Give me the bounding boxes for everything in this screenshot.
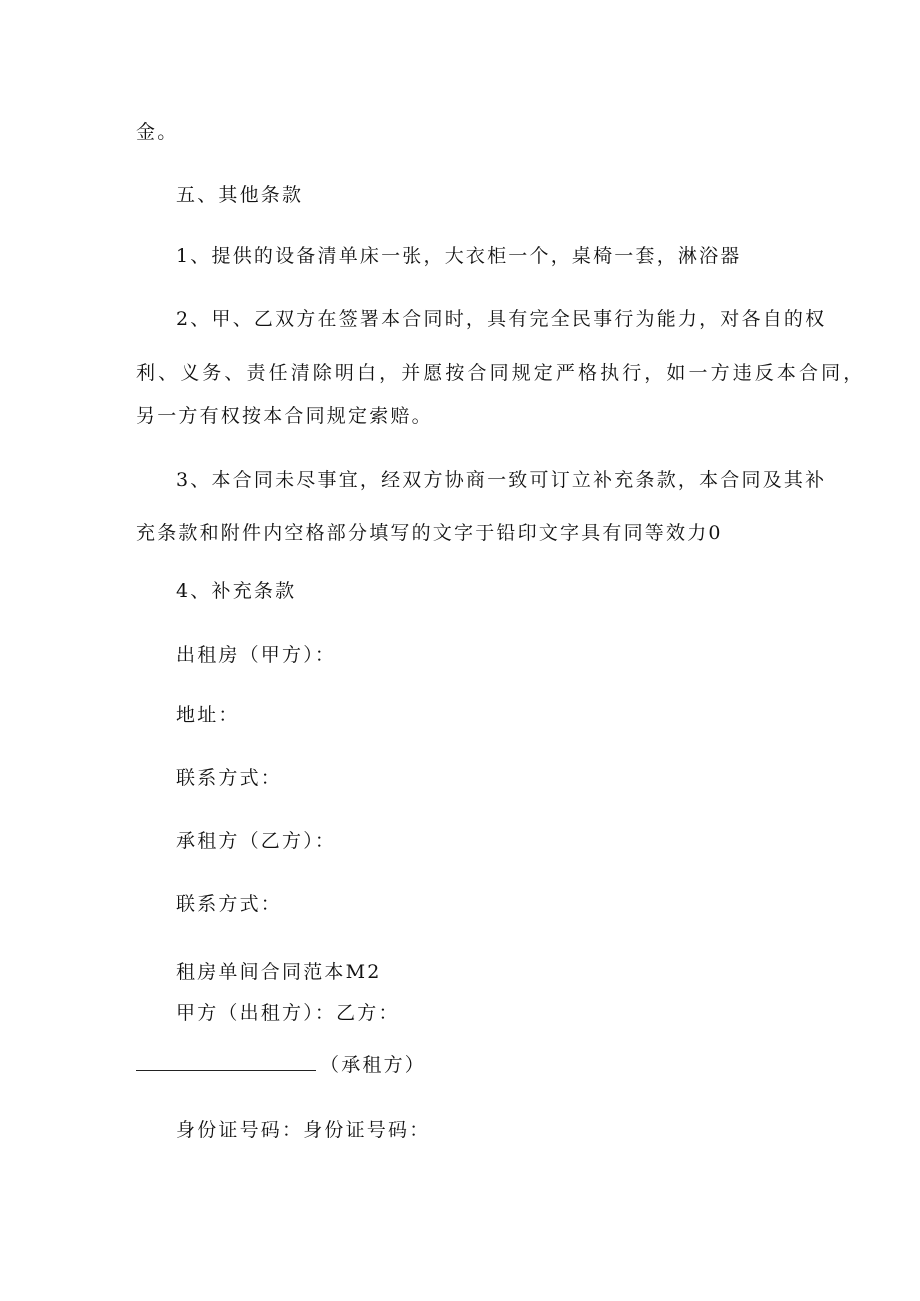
lessee-contact-label: 联系方式： xyxy=(176,893,283,915)
lessor-label: 出租房（甲方）： xyxy=(176,644,337,666)
clause-3-line-1: 3、本合同未尽事宜，经双方协商一致可订立补充条款，本合同及其补 xyxy=(176,469,827,491)
clause-1: 1、提供的设备清单床一张，大衣柜一个，桌椅一套，淋浴器 xyxy=(176,245,742,267)
clause-2-line-2: 利、义务、责任清除明白，并愿按合同规定严格执行，如一方违反本合同， xyxy=(136,362,866,384)
lessor-contact-label: 联系方式： xyxy=(176,767,283,789)
lessee-signature-line xyxy=(136,1052,426,1077)
lessee-label: 承租方（乙方）： xyxy=(176,830,337,852)
clause-4-heading: 4、补充条款 xyxy=(176,580,297,602)
id-number-labels: 身份证号码：身份证号码： xyxy=(176,1119,431,1141)
clause-2-line-1: 2、甲、乙双方在签署本合同时，具有完全民事行为能力，对各自的权 xyxy=(176,308,827,330)
contract-title: 租房单间合同范本M2 xyxy=(176,961,382,983)
section-heading-other-terms: 五、其他条款 xyxy=(176,184,304,206)
text-line-continuation: 金。 xyxy=(136,121,179,143)
address-label: 地址： xyxy=(176,704,240,726)
clause-2-line-3: 另一方有权按本合同规定索赔。 xyxy=(136,405,433,427)
clause-3-line-2: 充条款和附件内空格部分填写的文字于铅印文字具有同等效力0 xyxy=(136,522,723,544)
blank-field-underline xyxy=(136,1052,316,1071)
lessee-role-label: （承租方） xyxy=(320,1054,427,1076)
parties-header: 甲方（出租方）：乙方： xyxy=(176,1002,400,1024)
